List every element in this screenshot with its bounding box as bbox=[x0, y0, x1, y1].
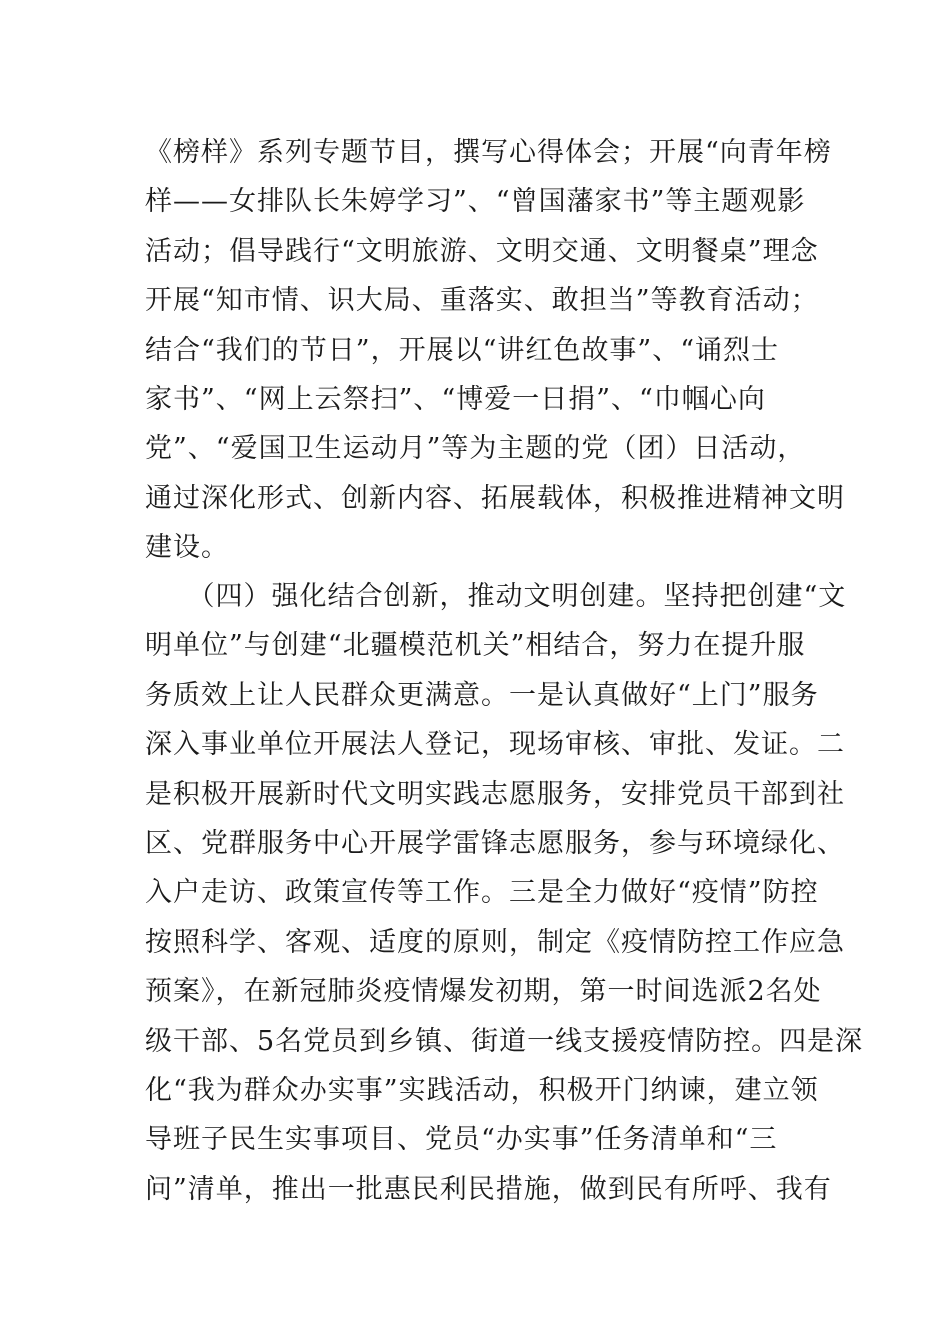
text-line: 是积极开展新时代文明实践志愿服务，安排党员干部到社 bbox=[145, 778, 845, 810]
text-line: 建设。 bbox=[145, 532, 229, 564]
text-line: 入户走访、政策宣传等工作。三是全力做好“疫情”防控 bbox=[145, 877, 819, 909]
text-line: 开展“知市情、识大局、重落实、敢担当”等教育活动； bbox=[145, 285, 819, 317]
text-line: 问”清单，推出一批惠民利民措施，做到民有所呼、我有 bbox=[145, 1173, 832, 1205]
text-line: 《榜样》系列专题节目，撰写心得体会；开展“向青年榜 bbox=[145, 137, 832, 168]
text-line: 务质效上让人民群众更满意。一是认真做好“上门”服务 bbox=[145, 679, 819, 711]
text-line: 家书”、“网上云祭扫”、“博爱一日捐”、“巾帼心向 bbox=[145, 383, 766, 415]
text-line: 样——女排队长朱婷学习”、“曾国藩家书”等主题观影 bbox=[145, 186, 806, 218]
text-line: 导班子民生实事项目、党员“办实事”任务清单和“三 bbox=[145, 1124, 778, 1156]
text-line: （四）强化结合创新，推动文明创建。坚持把创建“文 bbox=[145, 581, 847, 612]
text-line: 明单位”与创建“北疆模范机关”相结合，努力在提升服 bbox=[145, 630, 806, 662]
paragraph-continued bbox=[145, 128, 845, 573]
text-line: 预案》，在新冠肺炎疫情爆发初期，第一时间选派2名处 bbox=[145, 976, 822, 1008]
text-line: 区、党群服务中心开展学雷锋志愿服务，参与环境绿化、 bbox=[145, 827, 845, 859]
paragraph-section-four bbox=[145, 572, 864, 1214]
text-line: 活动；倡导践行“文明旅游、文明交通、文明餐桌”理念 bbox=[145, 235, 819, 267]
text-line: 化“我为群众办实事”实践活动，积极开门纳谏，建立领 bbox=[145, 1074, 819, 1106]
text-line: 党”、“爱国卫生运动月”等为主题的党（团）日活动， bbox=[145, 433, 806, 465]
text-line: 按照科学、客观、适度的原则，制定《疫情防控工作应急 bbox=[145, 926, 845, 958]
text-line: 结合“我们的节日”，开展以“讲红色故事”、“诵烈士 bbox=[145, 334, 780, 366]
text-line: 通过深化形式、创新内容、拓展载体，积极推进精神文明 bbox=[145, 482, 845, 514]
text-line: 级干部、5名党员到乡镇、街道一线支援疫情防控。四是深 bbox=[145, 1025, 864, 1057]
text-line: 深入事业单位开展法人登记，现场审核、审批、发证。二 bbox=[145, 729, 845, 761]
